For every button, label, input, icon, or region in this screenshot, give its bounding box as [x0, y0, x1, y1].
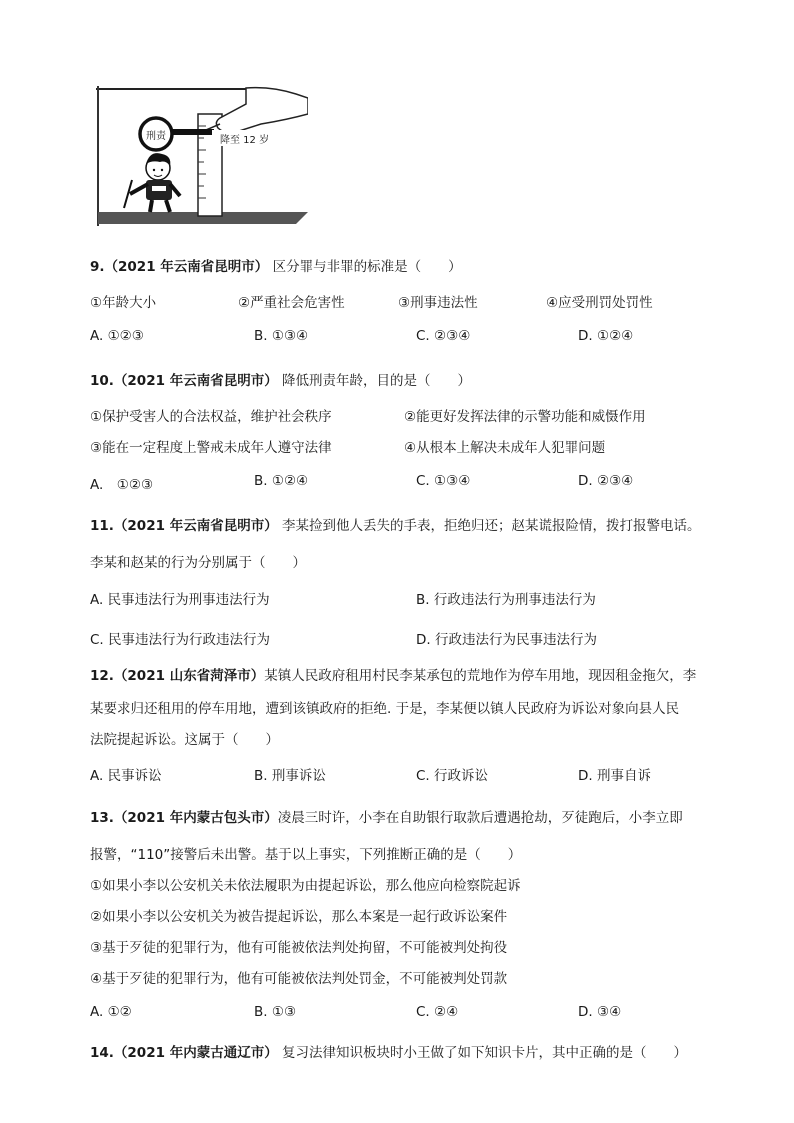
- question-stem: 法院提起诉讼。这属于（ ）: [90, 732, 279, 748]
- choice-item: ②能更好发挥法律的示警功能和威慑作用: [404, 409, 646, 425]
- choice-item: ④从根本上解决未成年人犯罪问题: [404, 440, 606, 456]
- choice-item: ④应受刑罚处罚性: [546, 295, 653, 311]
- question-stem: 降低刑责年龄，目的是（ ）: [282, 373, 471, 389]
- answer-option: C. ②③④: [416, 328, 471, 344]
- answer-option: C. ①③④: [416, 473, 471, 489]
- question-stem: 某镇人民政府租用村民李某承包的荒地作为停车用地，现因租金拖欠，李: [264, 668, 697, 684]
- question-source: 10.（2021 年云南省昆明市）: [90, 373, 278, 389]
- cartoon-illustration: [96, 84, 308, 228]
- question-stem: 报警，“110”接警后未出警。基于以上事实，下列推断正确的是（ ）: [90, 847, 522, 863]
- question-stem: 区分罪与非罪的标准是（ ）: [272, 259, 462, 275]
- choice-item: ②严重社会危害性: [238, 295, 345, 311]
- question-stem: 凌晨三时许，小李在自助银行取款后遭遇抢劫，歹徒跑后，小李立即: [277, 810, 683, 826]
- answer-option: B. ①③④: [254, 328, 309, 344]
- scale-label: 降至 12 岁: [220, 135, 270, 146]
- choice-item: ②如果小李以公安机关为被告提起诉讼，那么本案是一起行政诉讼案件: [90, 909, 508, 925]
- answer-option: C. 行政诉讼: [416, 768, 489, 784]
- magnifier-label: 刑责: [146, 131, 166, 142]
- choice-item: ③刑事违法性: [398, 295, 478, 311]
- answer-option: D. 行政违法行为民事违法行为: [416, 632, 597, 648]
- choice-item: ①如果小李以公安机关未依法履职为由提起诉讼，那么他应向检察院起诉: [90, 878, 521, 894]
- question-source: 9.（2021 年云南省昆明市）: [90, 259, 269, 275]
- choice-item: ④基于歹徒的犯罪行为，他有可能被依法判处罚金，不可能被判处罚款: [90, 971, 508, 987]
- question-source: 14.（2021 年内蒙古通辽市）: [90, 1045, 278, 1061]
- question-stem: 复习法律知识板块时小王做了如下知识卡片，其中正确的是（ ）: [282, 1045, 687, 1061]
- answer-option: B. 刑事诉讼: [254, 768, 326, 784]
- answer-option: A. 民事诉讼: [90, 768, 162, 784]
- answer-option: A. ①②③: [90, 477, 154, 493]
- question-stem: 某要求归还租用的停车用地，遭到该镇政府的拒绝. 于是，李某便以镇人民政府为诉讼对象向县人民: [90, 701, 680, 717]
- answer-option: D. ②③④: [578, 473, 634, 489]
- question-stem: 李某捡到他人丢失的手表，拒绝归还；赵某谎报险情，拨打报警电话。: [282, 518, 701, 534]
- answer-option: A. 民事违法行为刑事违法行为: [90, 592, 270, 608]
- answer-option: B. 行政违法行为刑事违法行为: [416, 592, 596, 608]
- answer-option: A. ①②: [90, 1004, 132, 1020]
- choice-item: ①保护受害人的合法权益，维护社会秩序: [90, 409, 332, 425]
- answer-option: C. 民事违法行为行政违法行为: [90, 632, 271, 648]
- choice-item: ③能在一定程度上警戒未成年人遵守法律: [90, 440, 332, 456]
- answer-option: D. 刑事自诉: [578, 768, 651, 784]
- choice-item: ③基于歹徒的犯罪行为，他有可能被依法判处拘留，不可能被判处拘役: [90, 940, 508, 956]
- answer-option: B. ①②④: [254, 473, 309, 489]
- answer-option: D. ③④: [578, 1004, 622, 1020]
- answer-option: D. ①②④: [578, 328, 634, 344]
- question-source: 13.（2021 年内蒙古包头市）: [90, 810, 278, 826]
- answer-option: C. ②④: [416, 1004, 459, 1020]
- answer-option: B. ①③: [254, 1004, 297, 1020]
- question-source: 12.（2021 山东省菏泽市）: [90, 668, 265, 684]
- choice-item: ①年龄大小: [90, 295, 157, 311]
- answer-option: A. ①②③: [90, 328, 144, 344]
- question-source: 11.（2021 年云南省昆明市）: [90, 518, 278, 534]
- question-stem: 李某和赵某的行为分别属于（ ）: [90, 555, 306, 571]
